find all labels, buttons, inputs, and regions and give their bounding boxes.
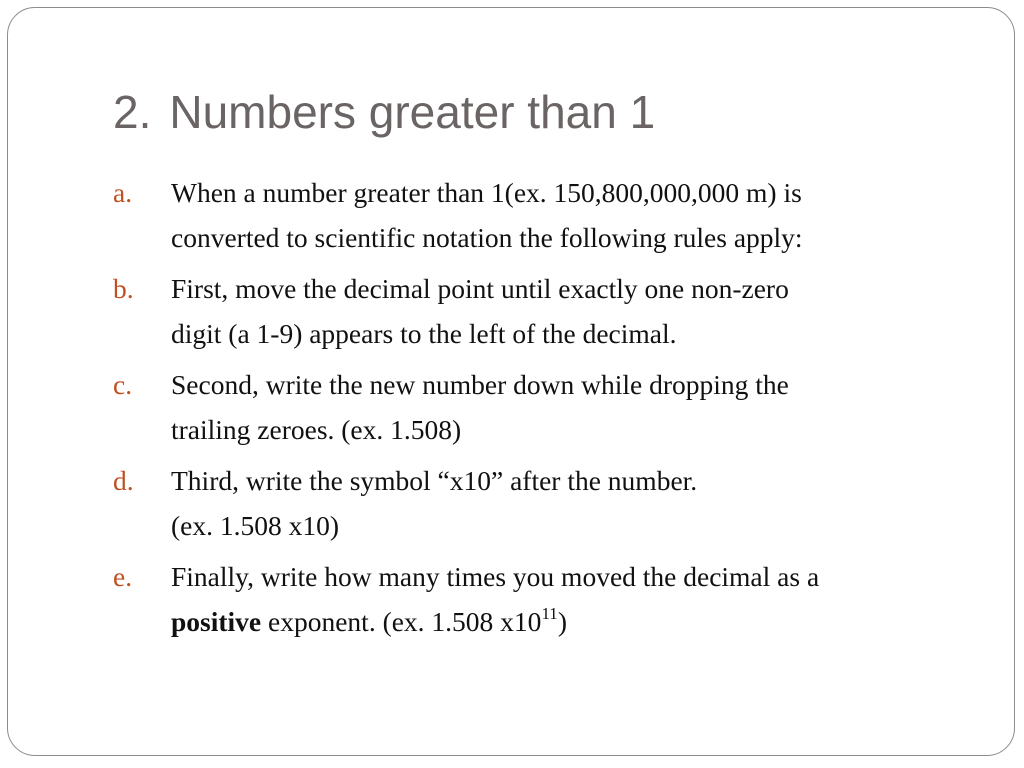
list-marker: b.: [113, 273, 134, 304]
item-text-line: Finally, write how many times you moved the decimal as a: [171, 561, 820, 592]
list-marker: e.: [113, 561, 133, 592]
item-text-line: digit (a 1-9) appears to the left of the decimal.: [171, 318, 677, 349]
title-number: 2.: [113, 86, 152, 138]
item-text-line: trailing zeroes. (ex. 1.508): [171, 414, 462, 445]
item-text-line-end: ): [557, 606, 567, 637]
item-text-line: (ex. 1.508 x10): [171, 510, 340, 541]
rules-list: [113, 170, 973, 650]
item-text-line: exponent. (ex. 1.508 x10: [261, 606, 542, 637]
list-item-e: [113, 554, 973, 644]
list-marker: a.: [113, 177, 133, 208]
exponent-superscript: 11: [541, 603, 558, 623]
slide-title: [113, 86, 655, 139]
item-text-line: First, move the decimal point until exactly one non-zero: [171, 273, 789, 304]
list-item-d: [113, 458, 973, 548]
list-marker: c.: [113, 369, 133, 400]
list-item-a: [113, 170, 973, 260]
list-marker: d.: [113, 465, 134, 496]
list-item-c: [113, 362, 973, 452]
item-text-line: Second, write the new number down while dropping the: [171, 369, 789, 400]
item-text-line: converted to scientific notation the following rules apply:: [171, 222, 803, 253]
list-item-b: [113, 266, 973, 356]
emphasized-word: positive: [171, 606, 262, 637]
title-text: Numbers greater than 1: [169, 86, 656, 138]
item-text-line: Third, write the symbol “x10” after the number.: [171, 465, 698, 496]
item-text-line: When a number greater than 1(ex. 150,800,000,000 m) is: [171, 177, 802, 208]
